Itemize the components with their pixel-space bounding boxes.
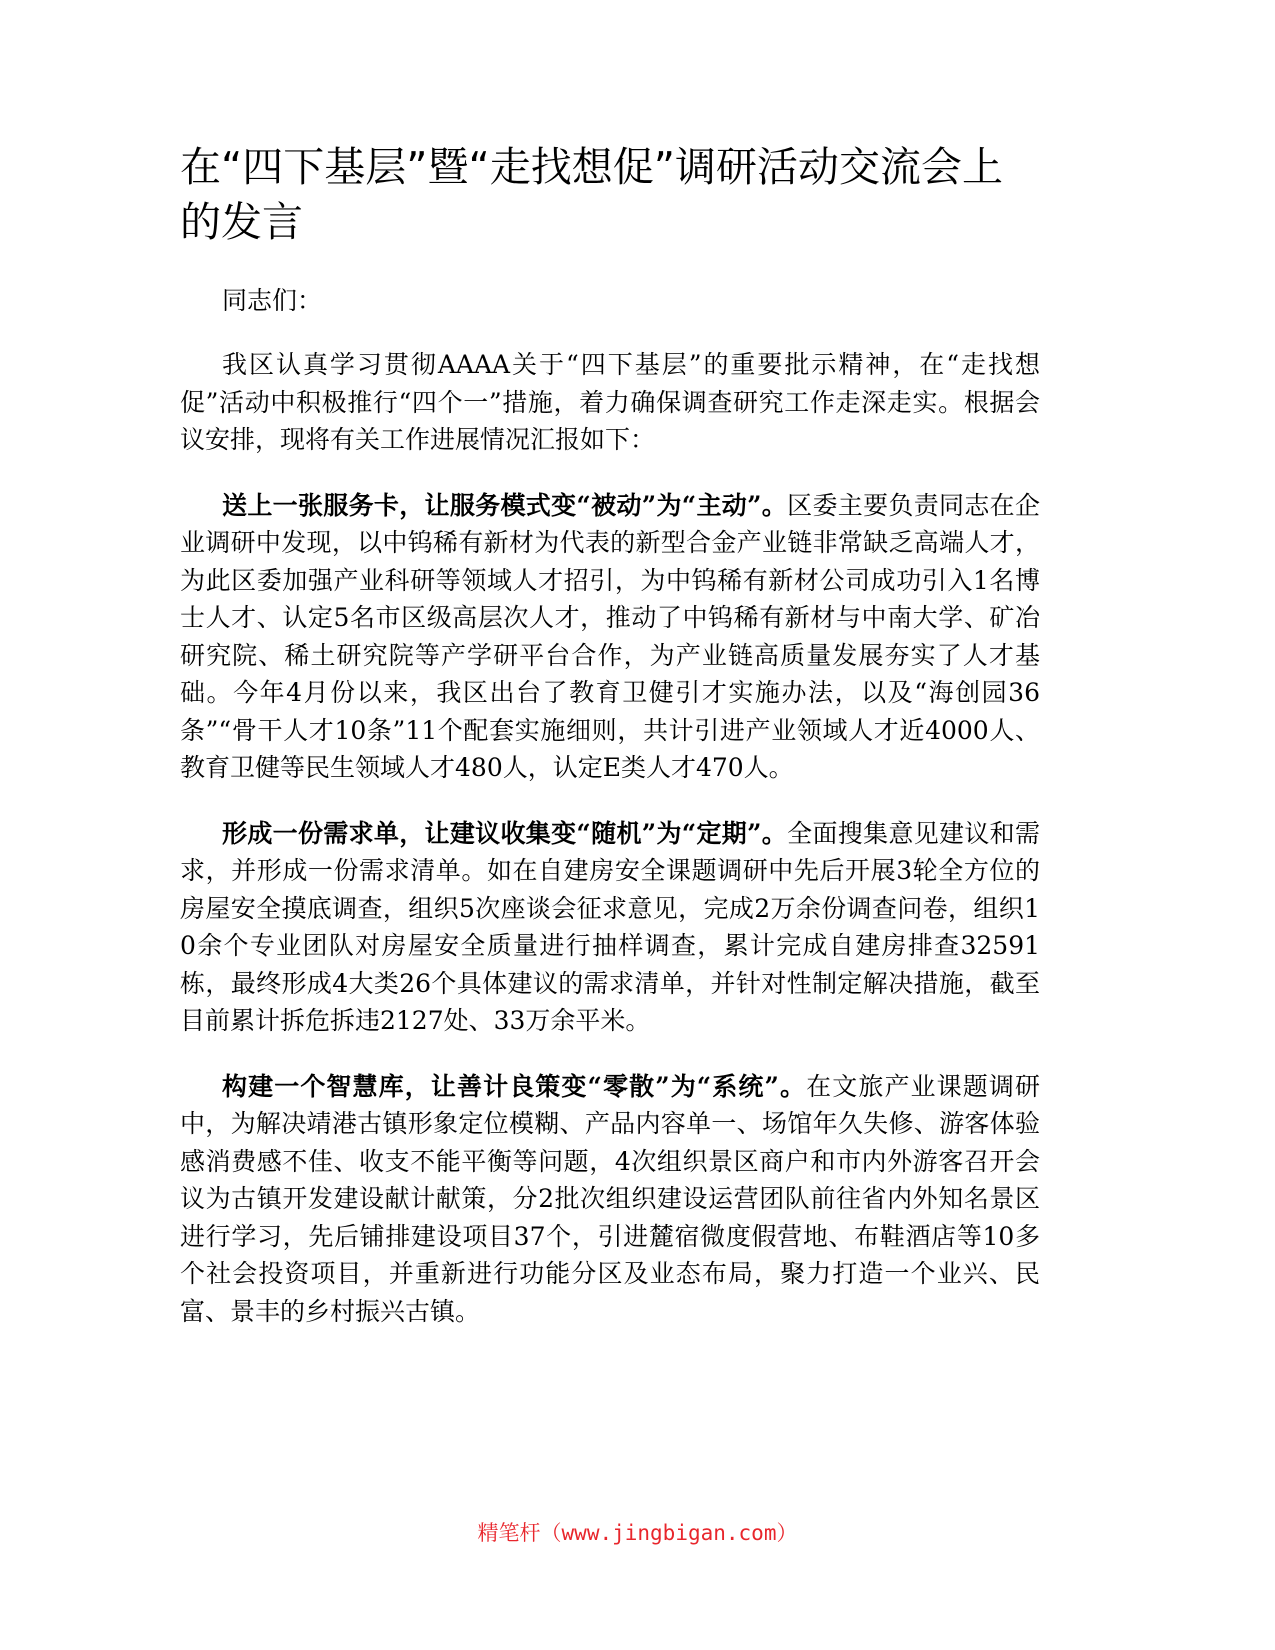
section-heading-3: 构建一个智慧库，让善计良策变“零散”为“系统”。 xyxy=(222,1071,807,1101)
section-body-2: 全面搜集意见建议和需求，并形成一份需求清单。如在自建房安全课题调研中先后开展3轮全方位的房屋安全摸底调查，组织5次座谈会征求意见，完成2万余份调查问卷，组织10余个专业团队对房屋安全质量进行抽样调查，累计完成自建房排查32591栋，最终形成4大类26个具体建议的需求清单，并针对性制定解决措施，截至目前累计拆危拆违2127处、33万余平米。 xyxy=(180,818,1040,1035)
section-heading-1: 送上一张服务卡，让服务模式变“被动”为“主动”。 xyxy=(222,490,788,520)
footer-url[interactable]: （www.jingbigan.com） xyxy=(540,1521,798,1545)
salutation: 同志们： xyxy=(222,286,323,315)
section-paragraph-1 xyxy=(180,487,1040,787)
footer-watermark xyxy=(0,1518,1275,1548)
document-title: 在“四下基层”暨“走找想促”调研活动交流会上的发言 xyxy=(180,143,1003,246)
intro-paragraph: 我区认真学习贯彻AAAA关于“四下基层”的重要批示精神，在“走找想促”活动中积极推行“四个一”措施，着力确保调查研究工作走深走实。根据会议安排，现将有关工作进展情况汇报如下： xyxy=(180,350,1040,454)
footer-site-name: 精笔杆 xyxy=(477,1521,541,1545)
section-body-3: 在文旅产业课题调研中，为解决靖港古镇形象定位模糊、产品内容单一、场馆年久失修、游客体验感消费感不佳、收支不能平衡等问题，4次组织景区商户和市内外游客召开会议为古镇开发建设献计献策，分2批次组织建设运营团队前往省内外知名景区进行学习，先后铺排建设项目37个，引进麓宿微度假营地、布鞋酒店等10多个社会投资项目，并重新进行功能分区及业态布局，聚力打造一个业兴、民富、景丰的乡村振兴古镇。 xyxy=(180,1071,1040,1326)
document-body xyxy=(180,140,1040,1355)
section-paragraph-2 xyxy=(180,815,1040,1040)
section-body-1: 区委主要负责同志在企业调研中发现，以中钨稀有新材为代表的新型合金产业链非常缺乏高端人才，为此区委加强产业科研等领域人才招引，为中钨稀有新材公司成功引入1名博士人才、认定5名市区级高层次人才，推动了中钨稀有新材与中南大学、矿冶研究院、稀土研究院等产学研平台合作，为产业链高质量发展夯实了人才基础。今年4月份以来，我区出台了教育卫健引才实施办法，以及“海创园36条”“骨干人才10条”11个配套实施细则，共计引进产业领域人才近4000人、教育卫健等民生领域人才480人，认定E类人才470人。 xyxy=(180,490,1040,782)
section-paragraph-3 xyxy=(180,1068,1040,1331)
section-heading-2: 形成一份需求单，让建议收集变“随机”为“定期”。 xyxy=(222,818,788,848)
